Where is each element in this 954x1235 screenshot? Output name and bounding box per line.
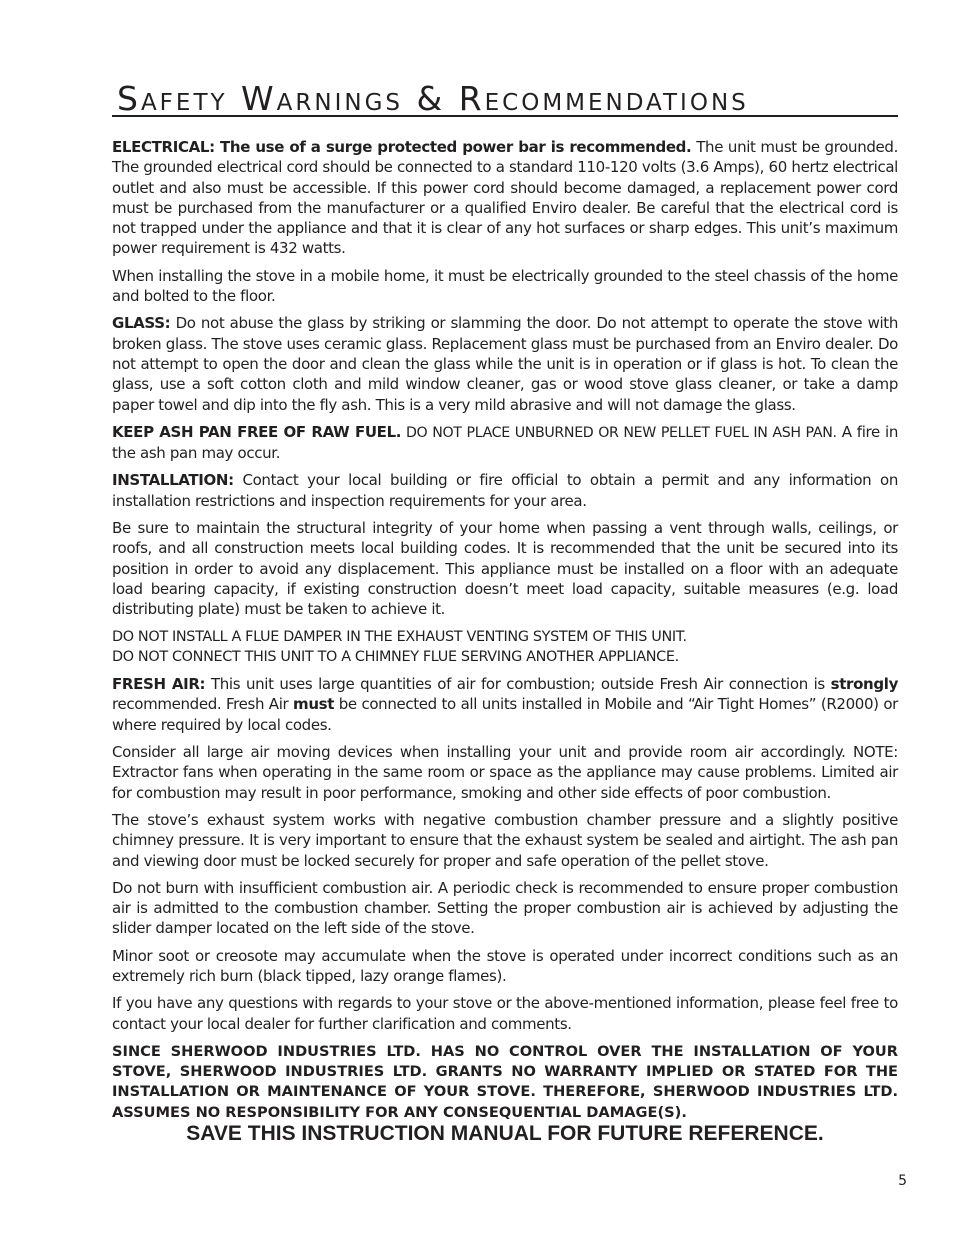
save-manual-notice: SAVE THIS INSTRUCTION MANUAL FOR FUTURE REFERENCE.	[186, 1122, 824, 1145]
fresh-air-paragraph	[112, 674, 898, 735]
fresh-air-text-2: recommended. Fresh Air	[112, 695, 294, 714]
structural-paragraph: Be sure to maintain the structural integrity of your home when passing a vent through walls, ceilings, or roofs, and all construction meets local building codes. It is recommended that the unit be secured into its position in order to avoid any displacement. This appliance must be installed on a floor with an adequate load bearing capacity, if existing construction doesn’t meet load capacity, suitable measures (e.g. load distributing plate) must be taken to achieve it.	[112, 519, 898, 619]
fresh-air-label: FRESH AIR:	[112, 675, 206, 694]
electrical-label: ELECTRICAL: The use of a surge protected power bar is recommended.	[112, 138, 692, 156]
combustion-air-paragraph: Do not burn with insufficient combustion air. A periodic check is recommended to ensure proper combustion air is admitted to the combustion chamber. Setting the proper combustion air is achieved by adjusting the slider damper located on the left side of the stove.	[112, 878, 898, 938]
document-body	[112, 137, 898, 1130]
installation-text: Contact your local building or fire official to obtain a permit and any information on installation restrictions and inspection requirements for your area.	[112, 471, 898, 510]
disclaimer-paragraph: SINCE SHERWOOD INDUSTRIES LTD. HAS NO CONTROL OVER THE INSTALLATION OF YOUR STOVE, SHERWOOD INDUSTRIES LTD. GRANTS NO WARRANTY IMPLIED OR STATED FOR THE INSTALLATION OR MAINTENANCE OF YOUR STOVE. THEREFORE, SHERWOOD INDUSTRIES LTD. ASSUMES NO RESPONSIBILITY FOR ANY CONSEQUENTIAL DAMAGE(S).	[112, 1042, 898, 1121]
installation-paragraph	[112, 470, 898, 511]
page-number: 5	[898, 1173, 907, 1189]
fresh-air-must: must	[293, 695, 335, 714]
questions-paragraph: If you have any questions with regards to your stove or the above-mentioned information, please feel free to contact your local dealer for further clarification and comments.	[112, 994, 898, 1033]
flue-warning-line-2: DO NOT CONNECT THIS UNIT TO A CHIMNEY FLUE SERVING ANOTHER APPLIANCE.	[112, 648, 679, 665]
ash-pan-paragraph	[112, 422, 898, 464]
title-rule	[112, 115, 898, 117]
glass-label: GLASS:	[112, 314, 171, 333]
fresh-air-text-1: This unit uses large quantities of air for combustion; outside Fresh Air connection is	[205, 675, 831, 694]
glass-text: Do not abuse the glass by striking or slamming the door. Do not attempt to operate the stove with broken glass. The stove uses ceramic glass. Replacement glass must be purchased from an Enviro dealer. Do not attempt to open the door and clean the glass while the unit is in operation or if glass is hot. To clean the glass, use a soft cotton cloth and mild window cleaner, gas or wood stove glass cleaner, or take a damp paper towel and dip into the fly ash. This is a very mild abrasive and will not damage the glass.	[112, 314, 898, 414]
ash-pan-text: A fire in the ash pan may occur.	[112, 422, 898, 463]
fresh-air-text-3: be connected to all units installed in Mobile and “Air Tight Homes” (R2000) or where required by local codes.	[112, 695, 898, 734]
ash-pan-label: KEEP ASH PAN FREE OF RAW FUEL.	[112, 422, 402, 441]
mobile-home-paragraph: When installing the stove in a mobile home, it must be electrically grounded to the steel chassis of the home and bolted to the floor.	[112, 266, 898, 306]
air-moving-paragraph: Consider all large air moving devices when installing your unit and provide room air accordingly. NOTE: Extractor fans when operating in the same room or space as the appliance may cause problems. Limited air for combustion may result in poor performance, smoking and other side effects of poor combustion.	[112, 743, 898, 802]
flue-warning-line-1: DO NOT INSTALL A FLUE DAMPER IN THE EXHAUST VENTING SYSTEM OF THIS UNIT.	[112, 628, 687, 645]
page-title: Safety Warnings & Recommendations	[117, 79, 749, 118]
exhaust-paragraph: The stove’s exhaust system works with negative combustion chamber pressure and a slightly positive chimney pressure. It is very important to ensure that the exhaust system be sealed and airtight. The ash pan and viewing door must be locked securely for proper and safe operation of the pellet stove.	[112, 810, 898, 870]
fresh-air-strongly: strongly	[830, 675, 898, 694]
flue-warning-paragraph	[112, 627, 898, 668]
electrical-text: The unit must be grounded. The grounded electrical cord should be connected to a standard 110-120 volts (3.6 Amps), 60 hertz electrical outlet and also must be accessible. If this power cord should become damaged, a replacement power cord must be purchased from the manufacturer or a qualified Enviro dealer. Be careful that the electrical cord is not trapped under the appliance and that it is clear of any hot surfaces or sharp edges. This unit’s maximum power requirement is 432 watts.	[112, 138, 898, 258]
electrical-paragraph	[112, 137, 898, 259]
installation-label: INSTALLATION:	[112, 471, 234, 490]
ash-pan-caps: DO NOT PLACE UNBURNED OR NEW PELLET FUEL IN ASH PAN.	[401, 424, 837, 441]
soot-paragraph: Minor soot or creosote may accumulate when the stove is operated under incorrect conditions such as an extremely rich burn (black tipped, lazy orange flames).	[112, 946, 898, 985]
glass-paragraph	[112, 313, 898, 414]
